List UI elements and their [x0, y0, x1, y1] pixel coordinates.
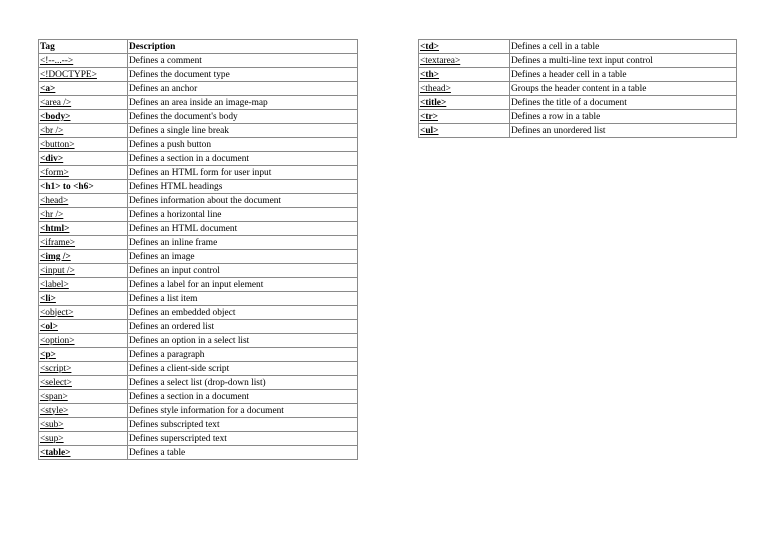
description-cell: Defines a single line break [128, 124, 358, 138]
description-cell: Defines a row in a table [510, 110, 737, 124]
table-row [39, 82, 358, 96]
tag-cell [39, 110, 128, 124]
table-row [39, 278, 358, 292]
tag-cell [419, 40, 510, 54]
table-row [419, 82, 737, 96]
description-cell: Defines an input control [128, 264, 358, 278]
description-cell: Defines an unordered list [510, 124, 737, 138]
tag-link[interactable]: <title> [420, 97, 447, 108]
description-cell: Defines a select list (drop-down list) [128, 376, 358, 390]
table-row [39, 152, 358, 166]
table-row [39, 292, 358, 306]
tag-link[interactable]: <th> [420, 69, 440, 80]
tag-cell [419, 110, 510, 124]
description-cell: Defines a client-side script [128, 362, 358, 376]
description-cell: Defines the document's body [128, 110, 358, 124]
tag-link[interactable]: <a> [40, 83, 56, 94]
description-cell: Defines a comment [128, 54, 358, 68]
tag-link[interactable]: <area /> [40, 97, 72, 108]
description-cell: Defines an inline frame [128, 236, 358, 250]
table-row [39, 446, 358, 460]
table-row [39, 418, 358, 432]
html-tags-reference-table [38, 39, 358, 460]
tag-link[interactable]: <ol> [40, 321, 58, 332]
tag-cell [39, 250, 128, 264]
table-row [39, 194, 358, 208]
table-row [39, 96, 358, 110]
tag-cell [39, 320, 128, 334]
description-cell: Defines a horizontal line [128, 208, 358, 222]
table-row [419, 68, 737, 82]
tag-link[interactable]: <span> [40, 391, 68, 402]
table-row [419, 124, 737, 138]
tag-cell [39, 446, 128, 460]
tag-cell [39, 208, 128, 222]
tag-cell [419, 96, 510, 110]
tag-link[interactable]: <form> [40, 167, 69, 178]
description-cell: Defines HTML headings [128, 180, 358, 194]
tag-link[interactable]: <textarea> [420, 55, 461, 66]
tag-cell [419, 68, 510, 82]
tag-link[interactable]: <sub> [40, 419, 64, 430]
tag-link[interactable]: <button> [40, 139, 75, 150]
tag-link[interactable]: <li> [40, 293, 56, 304]
tag-link[interactable]: <ul> [420, 125, 439, 136]
tag-link[interactable]: <p> [40, 349, 56, 360]
description-cell: Defines an image [128, 250, 358, 264]
tag-link[interactable]: <div> [40, 153, 64, 164]
tag-link[interactable]: <thead> [420, 83, 451, 94]
tag-link[interactable]: <img /> [40, 251, 71, 262]
tag-cell [39, 306, 128, 320]
tag-cell [39, 264, 128, 278]
table-row [39, 138, 358, 152]
table-row [39, 180, 358, 194]
table-row [419, 54, 737, 68]
table-row [39, 166, 358, 180]
tag-cell [39, 278, 128, 292]
description-cell: Defines the title of a document [510, 96, 737, 110]
description-cell: Defines the document type [128, 68, 358, 82]
tag-cell [39, 292, 128, 306]
tag-cell [39, 96, 128, 110]
description-cell: Defines style information for a document [128, 404, 358, 418]
tag-link[interactable]: <td> [420, 41, 440, 52]
tag-link[interactable]: <head> [40, 195, 69, 206]
html-tags-reference-table-continued [418, 39, 737, 138]
tag-link[interactable]: <!DOCTYPE> [40, 69, 97, 80]
description-cell: Defines a section in a document [128, 390, 358, 404]
table-row [39, 236, 358, 250]
description-cell: Defines a label for an input element [128, 278, 358, 292]
description-cell: Defines an area inside an image-map [128, 96, 358, 110]
table-row [39, 222, 358, 236]
description-cell: Defines an option in a select list [128, 334, 358, 348]
tag-cell [419, 54, 510, 68]
table-row [419, 40, 737, 54]
tag-link[interactable]: <sup> [40, 433, 64, 444]
tag-cell [39, 362, 128, 376]
table-row [39, 208, 358, 222]
table-row [39, 124, 358, 138]
description-cell: Defines an HTML document [128, 222, 358, 236]
description-cell: Defines an ordered list [128, 320, 358, 334]
table-row [419, 96, 737, 110]
tag-link[interactable]: <script> [40, 363, 72, 374]
tag-column-header: Tag [39, 40, 128, 54]
tag-cell [39, 152, 128, 166]
tag-cell [39, 432, 128, 446]
tag-link[interactable]: <select> [40, 377, 72, 388]
description-cell: Defines a table [128, 446, 358, 460]
table-row [39, 390, 358, 404]
tag-cell [39, 236, 128, 250]
description-cell: Defines a list item [128, 292, 358, 306]
description-cell: Groups the header content in a table [510, 82, 737, 96]
description-cell: Defines an embedded object [128, 306, 358, 320]
table-row [39, 68, 358, 82]
tag-link[interactable]: <label> [40, 279, 69, 290]
table-row [39, 110, 358, 124]
tag-link[interactable]: <option> [40, 335, 75, 346]
tag-cell [39, 82, 128, 96]
tag-link[interactable]: <input /> [40, 265, 75, 276]
tag-cell [39, 222, 128, 236]
description-cell: Defines an anchor [128, 82, 358, 96]
table-row [39, 362, 358, 376]
description-cell: Defines a header cell in a table [510, 68, 737, 82]
left-table-body [39, 54, 358, 460]
description-cell: Defines information about the document [128, 194, 358, 208]
table-row [39, 404, 358, 418]
table-row [39, 320, 358, 334]
tag-link[interactable]: <table> [40, 447, 71, 458]
tag-cell [39, 54, 128, 68]
tag-link[interactable]: <iframe> [40, 237, 76, 248]
description-cell: Defines a paragraph [128, 348, 358, 362]
table-row [39, 334, 358, 348]
tag-cell [419, 124, 510, 138]
tag-cell [39, 68, 128, 82]
table-row [39, 306, 358, 320]
tag-link[interactable]: <br /> [40, 125, 64, 136]
table-row [39, 348, 358, 362]
tag-cell [39, 376, 128, 390]
tag-cell [39, 124, 128, 138]
table-row [39, 264, 358, 278]
tag-cell [39, 138, 128, 152]
tag-cell [39, 404, 128, 418]
table-row [39, 250, 358, 264]
table-header-row [39, 40, 358, 54]
tag-link[interactable]: <!--...--> [40, 55, 74, 66]
tag-cell [39, 418, 128, 432]
tag-link: <h1> to <h6> [40, 181, 94, 192]
tag-link[interactable]: <body> [40, 111, 71, 122]
description-cell: Defines an HTML form for user input [128, 166, 358, 180]
description-cell: Defines a section in a document [128, 152, 358, 166]
tag-link[interactable]: <tr> [420, 111, 438, 122]
table-row [39, 432, 358, 446]
description-cell: Defines subscripted text [128, 418, 358, 432]
table-row [419, 110, 737, 124]
tag-link[interactable]: <object> [40, 307, 74, 318]
table-row [39, 376, 358, 390]
table-row [39, 54, 358, 68]
tag-link[interactable]: <html> [40, 223, 70, 234]
description-column-header: Description [128, 40, 358, 54]
description-cell: Defines a multi-line text input control [510, 54, 737, 68]
description-cell: Defines a push button [128, 138, 358, 152]
tag-cell [39, 390, 128, 404]
tag-cell [419, 82, 510, 96]
tag-cell [39, 180, 128, 194]
tag-link[interactable]: <hr /> [40, 209, 64, 220]
tag-link[interactable]: <style> [40, 405, 69, 416]
right-table-body [419, 40, 737, 138]
tag-cell [39, 166, 128, 180]
tag-cell [39, 348, 128, 362]
description-cell: Defines superscripted text [128, 432, 358, 446]
tag-cell [39, 194, 128, 208]
tag-cell [39, 334, 128, 348]
description-cell: Defines a cell in a table [510, 40, 737, 54]
